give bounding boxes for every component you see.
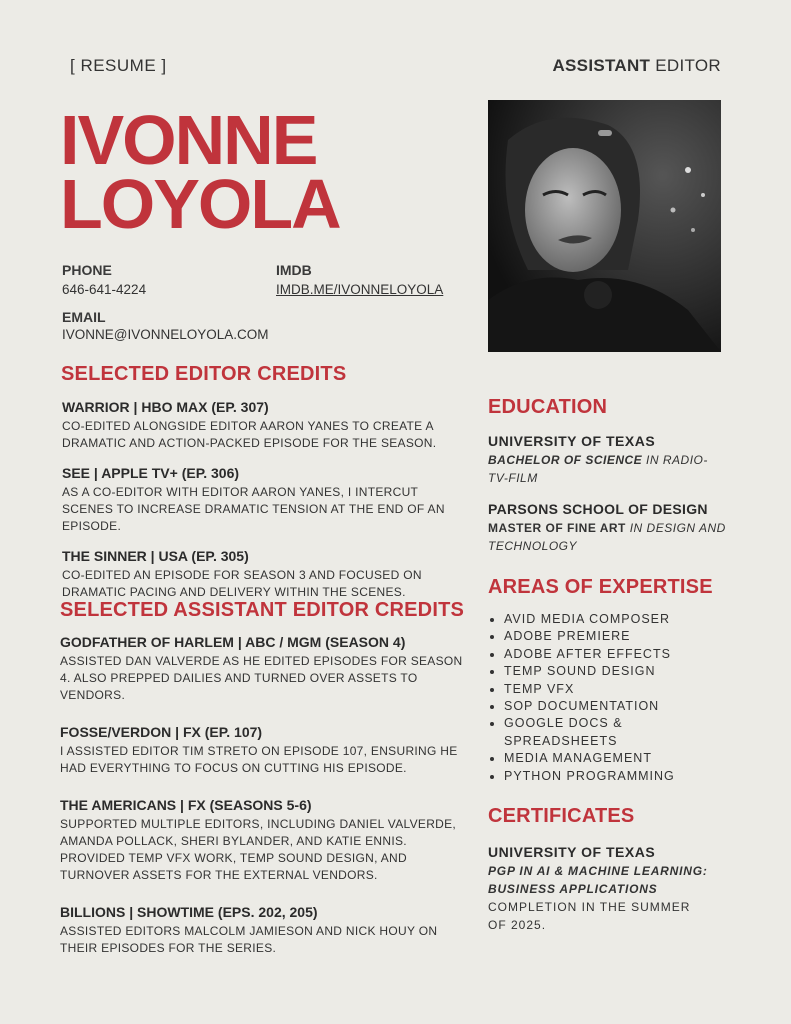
list-item: • ADOBE PREMIERE (504, 628, 679, 645)
credit-title: THE AMERICANS | FX (SEASONS 5-6) (60, 797, 312, 813)
degree-line (488, 451, 728, 487)
phone-label: PHONE (62, 262, 112, 278)
credit-description: I ASSISTED EDITOR TIM STRETO ON EPISODE 107, ENSURING HE HAD EVERYTHING TO FOCUS ON CUTTING HIS EPISODE. (60, 744, 458, 775)
school-name: UNIVERSITY OF TEXAS (488, 433, 656, 449)
list-item: • MEDIA MANAGEMENT (504, 750, 679, 767)
resume-tag: [ RESUME ] (70, 56, 167, 75)
editor-credits-section (61, 363, 471, 601)
degree-name: MASTER OF FINE ART (488, 521, 626, 535)
email-value: IVONNE@IVONNELOYOLA.COM (62, 327, 269, 342)
email-block (62, 309, 269, 342)
assistant-credit-item (60, 797, 470, 884)
credit-title: WARRIOR | HBO MAX (EP. 307) (62, 399, 269, 415)
school-name: PARSONS SCHOOL OF DESIGN (488, 501, 708, 517)
first-name: IVONNE (60, 101, 317, 179)
profile-photo (488, 100, 721, 352)
list-item: • TEMP SOUND DESIGN (504, 663, 679, 680)
list-item: • SOP DOCUMENTATION (504, 698, 679, 715)
credit-title: GODFATHER OF HARLEM | ABC / MGM (SEASON 4) (60, 634, 406, 650)
assistant-credits-section (60, 599, 470, 957)
credit-description: ASSISTED DAN VALVERDE AS HE EDITED EPISODES FOR SEASON 4. ALSO PREPPED DAILIES AND TURNED OVER ASSETS TO VENDORS. (60, 654, 463, 702)
degree-field: IN DESIGN AND TECHNOLOGY (488, 521, 726, 553)
phone-value: 646-641-4224 (62, 282, 147, 297)
editor-credit-item (62, 399, 471, 452)
education-item (488, 433, 728, 487)
credit-description: CO-EDITED ALONGSIDE EDITOR AARON YANES TO CREATE A DRAMATIC AND ACTION-PACKED EPISODE FOR THE SEASON. (62, 419, 437, 450)
degree-line (488, 519, 728, 555)
editor-credit-item (62, 548, 471, 601)
assistant-credits-heading: SELECTED ASSISTANT EDITOR CREDITS (60, 599, 465, 621)
candidate-name (60, 101, 340, 243)
imdb-link[interactable]: IMDB.ME/IVONNELOYOLA (276, 282, 444, 297)
credit-description: AS A CO-EDITOR WITH EDITOR AARON YANES, I INTERCUT SCENES TO INCREASE DRAMATIC TENSION AT THE END OF AN EPISODE. (62, 485, 445, 533)
list-item: • TEMP VFX (504, 681, 679, 698)
list-item: • GOOGLE DOCS & SPREADSHEETS (504, 715, 679, 750)
list-item: • AVID MEDIA COMPOSER (504, 611, 679, 628)
certificate-school: UNIVERSITY OF TEXAS (488, 844, 656, 860)
job-title-bold: ASSISTANT (552, 56, 651, 75)
degree-field: IN RADIO-TV-FILM (488, 453, 708, 485)
list-item: • ADOBE AFTER EFFECTS (504, 646, 679, 663)
certificate-note: COMPLETION IN THE SUMMER OF 2025. (488, 900, 691, 932)
credit-description: SUPPORTED MULTIPLE EDITORS, INCLUDING DANIEL VALVERDE, AMANDA POLLACK, SHERI BYLANDER, AND KATIE ENNIS. PROVIDED TEMP VFX WORK, TEMP SOUND DESIGN, AND TURNOVER ASSETS FOR THE EXTERNAL VENDORS. (60, 817, 457, 882)
education-heading: EDUCATION (488, 396, 608, 418)
credit-title: SEE | APPLE TV+ (EP. 306) (62, 465, 240, 481)
job-title-rest: EDITOR (655, 56, 721, 75)
imdb-block (276, 262, 443, 297)
list-item: • PYTHON PROGRAMMING (504, 768, 679, 785)
credit-description: ASSISTED EDITORS MALCOLM JAMIESON AND NICK HOUY ON THEIR EPISODES FOR THE SERIES. (60, 924, 438, 955)
credit-description: CO-EDITED AN EPISODE FOR SEASON 3 AND FOCUSED ON DRAMATIC PACING AND DELIVERY WITHIN THE SCENES. (62, 568, 422, 599)
credit-title: BILLIONS | SHOWTIME (EPS. 202, 205) (60, 904, 318, 920)
expertise-list (488, 611, 679, 785)
phone-block (62, 262, 146, 297)
editor-credit-item (62, 465, 471, 535)
credit-title: THE SINNER | USA (EP. 305) (62, 548, 249, 564)
editor-credits-heading: SELECTED EDITOR CREDITS (61, 363, 347, 385)
certificates-heading: CERTIFICATES (488, 805, 635, 827)
expertise-section (488, 576, 728, 785)
assistant-credit-item (60, 634, 470, 704)
education-item (488, 501, 728, 555)
last-name: LOYOLA (60, 165, 340, 243)
degree-name: BACHELOR OF SCIENCE (488, 453, 643, 467)
certificate-program: PGP IN AI & MACHINE LEARNING: BUSINESS APPLICATIONS (488, 864, 708, 896)
imdb-label: IMDB (276, 262, 312, 278)
credit-title: FOSSE/VERDON | FX (EP. 107) (60, 724, 263, 740)
education-section (488, 396, 728, 555)
job-title (552, 56, 721, 76)
assistant-credit-item (60, 904, 470, 957)
email-label: EMAIL (62, 309, 106, 325)
assistant-credit-item (60, 724, 470, 777)
certificates-section (488, 805, 728, 934)
expertise-heading: AREAS OF EXPERTISE (488, 576, 713, 598)
